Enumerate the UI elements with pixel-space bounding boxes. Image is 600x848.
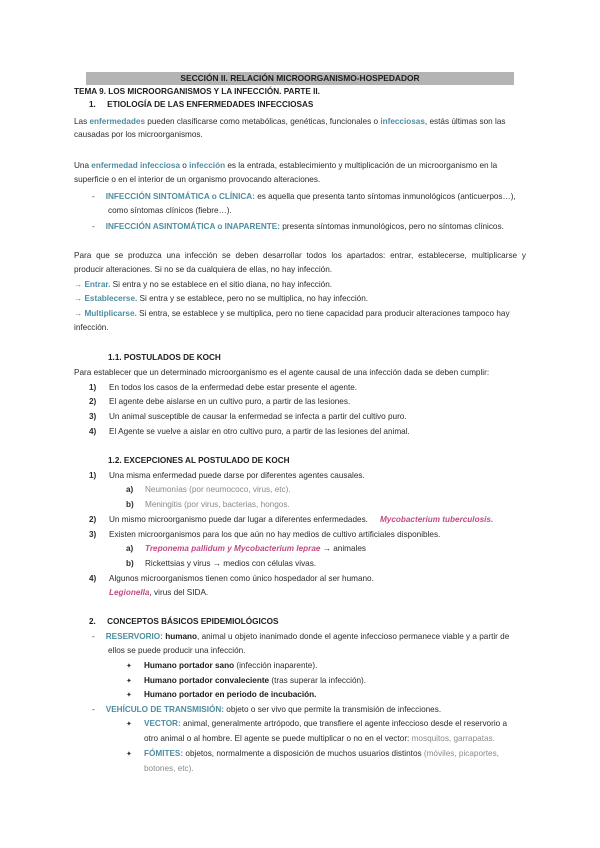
term-asymptomatic: INFECCIÓN ASINTOMÁTICA o INAPARENTE: (105, 222, 280, 231)
topic-title: TEMA 9. LOS MICROORGANISMOS Y LA INFECCIÓN. PARTE II. (74, 87, 320, 96)
bullet-portador-convaleciente: ✦ Humano portador convaleciente (tras superar la infección). (126, 675, 366, 689)
phase-entrar: → Entrar. Si entra y no se establece en el sitio diana, no hay infección. (74, 280, 333, 289)
paragraph-infection-line2: superficie o en el interior de un organismo provocando alteraciones. (74, 175, 321, 184)
term-vehiculo: VEHÍCULO DE TRANSMISIÓN: (105, 705, 225, 714)
list-item-reservoir: - RESERVORIO: humano, animal u objeto inanimado donde el agente infeccioso permanece viable y a partir de (92, 632, 510, 641)
exception-item-2: 2) Un mismo microorganismo puede dar lugar a diferentes enfermedades. Mycobacterium tuberculosis. (89, 515, 494, 524)
bullet-vector: ✦ VECTOR: animal, generalmente artrópodo, que transfiere el agente infeccioso desde el reservorio a (126, 718, 507, 732)
heading-etiology (89, 99, 313, 112)
phase-multiplicarse-line2: infección. (74, 323, 109, 332)
bullet-fomites: ✦ FÓMITES: objetos, normalmente a disposición de muchos usuarios distintos (móviles, picaportes, (126, 748, 499, 762)
organism-mycobacterium: Mycobacterium tuberculosis. (379, 515, 494, 524)
bullet-icon: ✦ (126, 721, 132, 728)
exception-item-1a: a) Neumonías (por neumococo, virus, etc). (126, 485, 291, 494)
exception-item-4: 4) Algunos microorganismos tienen como único hospedador al ser humano. (89, 574, 374, 583)
paragraph-phases-line1: Para que se produzca una infección se deben desarrollar todos los apartados: entrar, establecerse, multiplicarse y (74, 251, 526, 260)
section-header: SECCIÓN II. RELACIÓN MICROORGANISMO-HOSPEDADOR (86, 72, 514, 85)
bullet-icon: ✦ (126, 678, 132, 685)
term-infecciosas: infecciosas (380, 117, 425, 126)
arrow-icon: → (74, 294, 83, 303)
list-item-asymptomatic: - INFECCIÓN ASINTOMÁTICA o INAPARENTE: presenta síntomas inmunológicos, pero no síntomas clínicos. (92, 222, 504, 231)
paragraph-phases-line2: producir alteraciones. Si no se da cualquiera de ellas, no hay infección. (74, 265, 333, 274)
exception-item-1b: b) Meningitis (por virus, bacterias, hongos. (126, 500, 290, 509)
term-fomites: FÓMITES: (144, 749, 184, 758)
koch-item-1: 1) En todos los casos de la enfermedad debe estar presente el agente. (89, 383, 358, 392)
heading-number: 1. (89, 100, 96, 109)
list-item-vehicle: - VEHÍCULO DE TRANSMISIÓN: objeto o ser vivo que permite la transmisión de infecciones. (92, 705, 442, 714)
term-vector: VECTOR: (144, 719, 181, 728)
list-item-reservoir-line2: ellos se puede producir una infección. (108, 646, 246, 655)
paragraph-diseases-line2: causadas por los microorganismos. (74, 130, 203, 139)
term-enfermedades: enfermedades (89, 117, 146, 126)
list-item-symptomatic-line2: como síntomas clínicos (fiebre…). (108, 206, 232, 215)
bullet-icon: ✦ (126, 751, 132, 758)
term-infeccion: infección (189, 161, 226, 170)
heading-number: 2. (89, 617, 96, 626)
exception-item-1: 1) Una misma enfermedad puede darse por diferentes agentes causales. (89, 471, 365, 480)
phase-multiplicarse: → Multiplicarse. Si entra, se establece y se multiplica, pero no tiene capacidad para producir alteraciones tampoco hay (74, 309, 510, 318)
bullet-portador-sano: ✦ Humano portador sano (infección inaparente). (126, 660, 317, 674)
arrow-icon: → (74, 280, 83, 289)
list-item-symptomatic: - INFECCIÓN SINTOMÁTICA o CLÍNICA: es aquella que presenta tanto síntomas inmunológicos (anticuerpos…), (92, 192, 516, 201)
term-reservorio: RESERVORIO: (105, 632, 163, 641)
bullet-portador-incubacion: ✦ Humano portador en periodo de incubación. (126, 689, 316, 703)
exception-item-3a: a) Treponema pallidum y Mycobacterium leprae → animales (126, 544, 366, 553)
arrow-icon: → (74, 309, 83, 318)
exception-item-3b: b) Rickettsias y virus → medios con células vivas. (126, 559, 317, 568)
koch-item-4: 4) El Agente se vuelve a aislar en otro cultivo puro, a partir de las lesiones del animal. (89, 427, 410, 436)
paragraph-diseases-line1: Las enfermedades pueden clasificarse como metabólicas, genéticas, funcionales o infecciosas, estás últimas son las (74, 117, 506, 126)
koch-item-3: 3) Un animal susceptible de causar la enfermedad se infecta a partir del cultivo puro. (89, 412, 407, 421)
koch-intro: Para establecer que un determinado microorganismo es el agente causal de una infección dada se deben cumplir: (74, 368, 490, 377)
organism-legionella: Legionella (109, 588, 150, 597)
heading-text: CONCEPTOS BÁSICOS EPIDEMIOLÓGICOS (107, 617, 279, 626)
bullet-icon: ✦ (126, 692, 132, 699)
organism-treponema: Treponema pallidum y Mycobacterium leprae (145, 544, 321, 553)
exception-item-4-example: Legionella, virus del SIDA. (109, 588, 209, 597)
subheading-koch: 1.1. POSTULADOS DE KOCH (108, 353, 221, 362)
paragraph-infection-line1: Una enfermedad infecciosa o infección es la entrada, establecimiento y multiplicación de un microorganismo en la (74, 161, 498, 170)
phase-establecerse: → Establecerse. Si entra y se establece, pero no se multiplica, no hay infección. (74, 294, 369, 303)
heading-text: ETIOLOGÍA DE LAS ENFERMEDADES INFECCIOSAS (107, 100, 314, 109)
koch-item-2: 2) El agente debe aislarse en un cultivo puro, a partir de las lesiones. (89, 397, 351, 406)
bullet-fomites-line2: botones, etc). (144, 764, 194, 773)
heading-epidemiology (89, 616, 278, 629)
term-enfermedad-infecciosa: enfermedad infecciosa (91, 161, 181, 170)
exception-item-3: 3) Existen microorganismos para los que aún no hay medios de cultivo artificiales disponibles. (89, 530, 441, 539)
subheading-exceptions: 1.2. EXCEPCIONES AL POSTULADO DE KOCH (108, 456, 290, 465)
bullet-vector-line2: otro animal o al hombre. El agente se puede multiplicar o no en el vector: mosquitos, garrapatas. (144, 734, 495, 743)
bullet-icon: ✦ (126, 663, 132, 670)
term-symptomatic: INFECCIÓN SINTOMÁTICA o CLÍNICA: (105, 192, 255, 201)
